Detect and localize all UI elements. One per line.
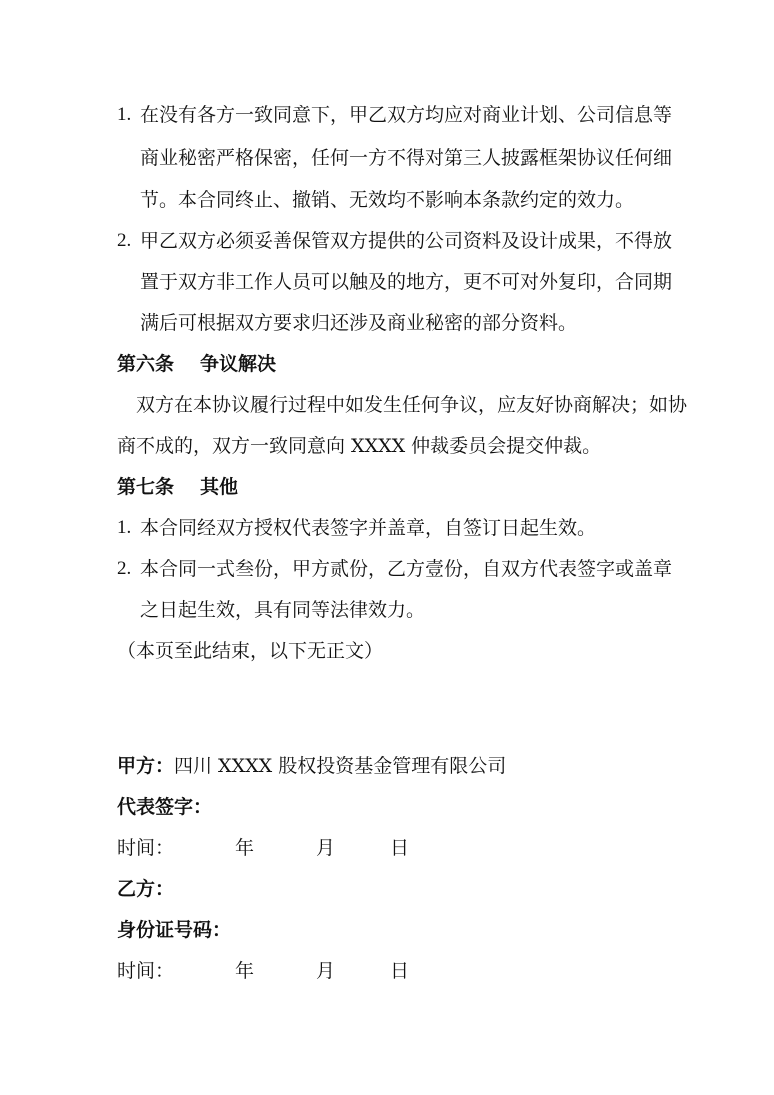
paragraph-line: 满后可根据双方要求归还涉及商业秘密的部分资料。 bbox=[140, 312, 578, 334]
party-a-line bbox=[117, 754, 506, 778]
end-note: （本页至此结束，以下无正文） bbox=[117, 640, 384, 662]
date-label: 时间： bbox=[117, 960, 175, 982]
date-label: 时间： bbox=[117, 837, 175, 859]
date-day: 日 bbox=[390, 837, 410, 859]
paragraph-line: 双方在本协议履行过程中如发生任何争议，应友好协商解决；如协 bbox=[136, 394, 688, 416]
section-heading bbox=[117, 475, 238, 499]
representative-signature-label: 代表签字： bbox=[117, 796, 213, 818]
id-number-label: 身份证号码： bbox=[117, 919, 232, 941]
party-b-label: 乙方： bbox=[117, 878, 175, 900]
item-number: 2. bbox=[117, 230, 132, 251]
party-a-name: 四川 XXXX 股权投资基金管理有限公司 bbox=[174, 755, 507, 777]
paragraph-line: 节。本合同终止、撤销、无效均不影响本条款约定的效力。 bbox=[140, 189, 635, 211]
paragraph-line: 本合同一式叁份，甲方贰份，乙方壹份，自双方代表签字或盖章 bbox=[140, 558, 673, 580]
paragraph-line: 之日起生效，具有同等法律效力。 bbox=[140, 599, 426, 621]
paragraph-line: 商业秘密严格保密，任何一方不得对第三人披露框架协议任何细 bbox=[140, 147, 673, 169]
date-year: 年 bbox=[235, 837, 255, 859]
section-number: 第七条 bbox=[117, 476, 175, 498]
party-a-label: 甲方： bbox=[117, 755, 175, 777]
paragraph-line: 商不成的，双方一致同意向 XXXX 仲裁委员会提交仲裁。 bbox=[117, 435, 602, 457]
section-number: 第六条 bbox=[117, 353, 175, 375]
paragraph-line: 置于双方非工作人员可以触及的地方，更不可对外复印，合同期 bbox=[140, 271, 673, 293]
date-month: 月 bbox=[316, 837, 336, 859]
item-number: 1. bbox=[117, 517, 132, 538]
section-title: 争议解决 bbox=[200, 353, 277, 375]
item-number: 2. bbox=[117, 558, 132, 579]
section-title: 其他 bbox=[200, 476, 239, 498]
paragraph-line: 本合同经双方授权代表签字并盖章，自签订日起生效。 bbox=[140, 517, 597, 539]
date-day: 日 bbox=[390, 960, 410, 982]
section-heading bbox=[117, 352, 276, 376]
paragraph-line: 在没有各方一致同意下，甲乙双方均应对商业计划、公司信息等 bbox=[140, 104, 673, 126]
paragraph-line: 甲乙双方必须妥善保管双方提供的公司资料及设计成果，不得放 bbox=[140, 230, 673, 252]
date-year: 年 bbox=[235, 960, 255, 982]
item-number: 1. bbox=[117, 104, 132, 125]
date-month: 月 bbox=[316, 960, 336, 982]
